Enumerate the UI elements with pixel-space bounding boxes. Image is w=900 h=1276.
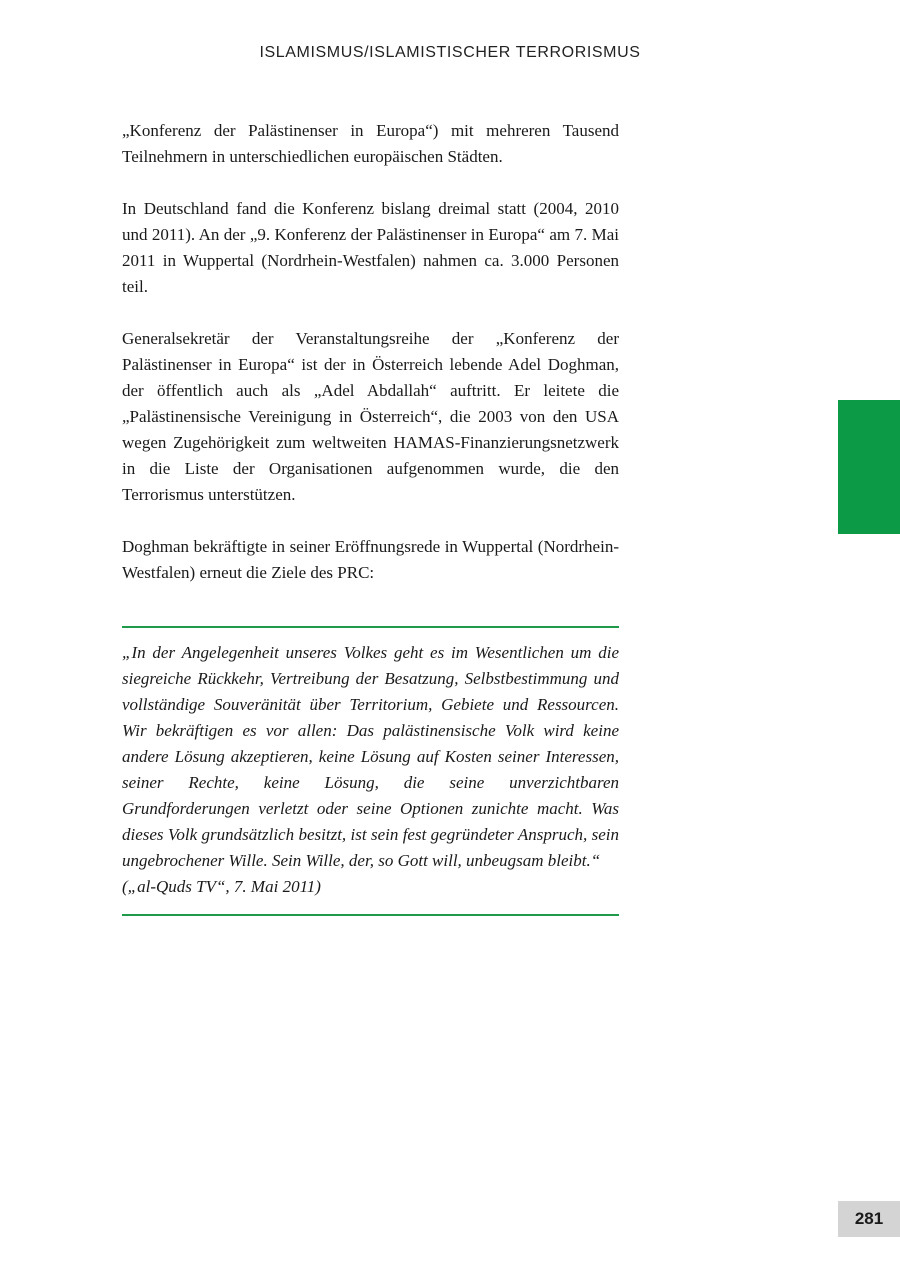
paragraph-3: Generalsekretär der Veranstaltungsreihe der „Konferenz der Palästinenser in Europa“ ist der in Österreich lebende Adel Doghman, der öffentlich auch als „Adel Abdallah“ auftritt. Er leitete die „Palästinensische Vereinigung in Österreich“, die 2003 von den USA wegen Zugehörigkeit zum weltweiten HAMAS-Finanzierungsnetzwerk in die Liste der Organisationen aufgenommen wurde, die den Terrorismus unterstützen. bbox=[122, 329, 619, 504]
quote-text: „In der Angelegenheit unseres Volkes geht es im Wesentlichen um die siegreiche Rückkehr, Vertreibung der Besatzung, Selbstbestimmung und vollständige Souveränität über Territorium, Gebiete und Ressourcen. Wir bekräftigen es vor allen: Das palästinensische Volk wird keine andere Lösung akzeptieren, keine Lösung auf Kosten seiner Interessen, seiner Rechte, keine Lösung, die seine unverzichtbaren Grundforderungen verletzt oder seine Optionen zunichte macht. Was dieses Volk grundsätzlich besitzt, ist sein fest gegründeter Anspruch, sein ungebrochener Wille. Sein Wille, der, so Gott will, unbeugsam bleibt.“ bbox=[122, 643, 619, 870]
page-number-label: 281 bbox=[854, 1209, 884, 1228]
quote-box bbox=[122, 626, 619, 916]
paragraph-2: In Deutschland fand die Konferenz bislang dreimal statt (2004, 2010 und 2011). An der „9. Konferenz der Palästinenser in Europa“ am 7. Mai 2011 in Wuppertal (Nordrhein-Westfalen) nahmen ca. 3.000 Personen teil. bbox=[122, 199, 619, 296]
quote-source: („al-Quds TV“, 7. Mai 2011) bbox=[122, 877, 321, 896]
page-body bbox=[122, 118, 619, 916]
paragraph-1: „Konferenz der Palästinenser in Europa“) mit mehreren Tausend Teilnehmern in unterschiedlichen europäischen Städten. bbox=[122, 121, 619, 166]
running-header: ISLAMISMUS/ISLAMISTISCHER TERRORISMUS bbox=[259, 44, 641, 61]
chapter-marker-tab bbox=[838, 400, 900, 534]
paragraph-4: Doghman bekräftigte in seiner Eröffnungsrede in Wuppertal (Nordrhein-Westfalen) erneut die Ziele des PRC: bbox=[122, 537, 619, 582]
page-number bbox=[838, 1201, 900, 1237]
